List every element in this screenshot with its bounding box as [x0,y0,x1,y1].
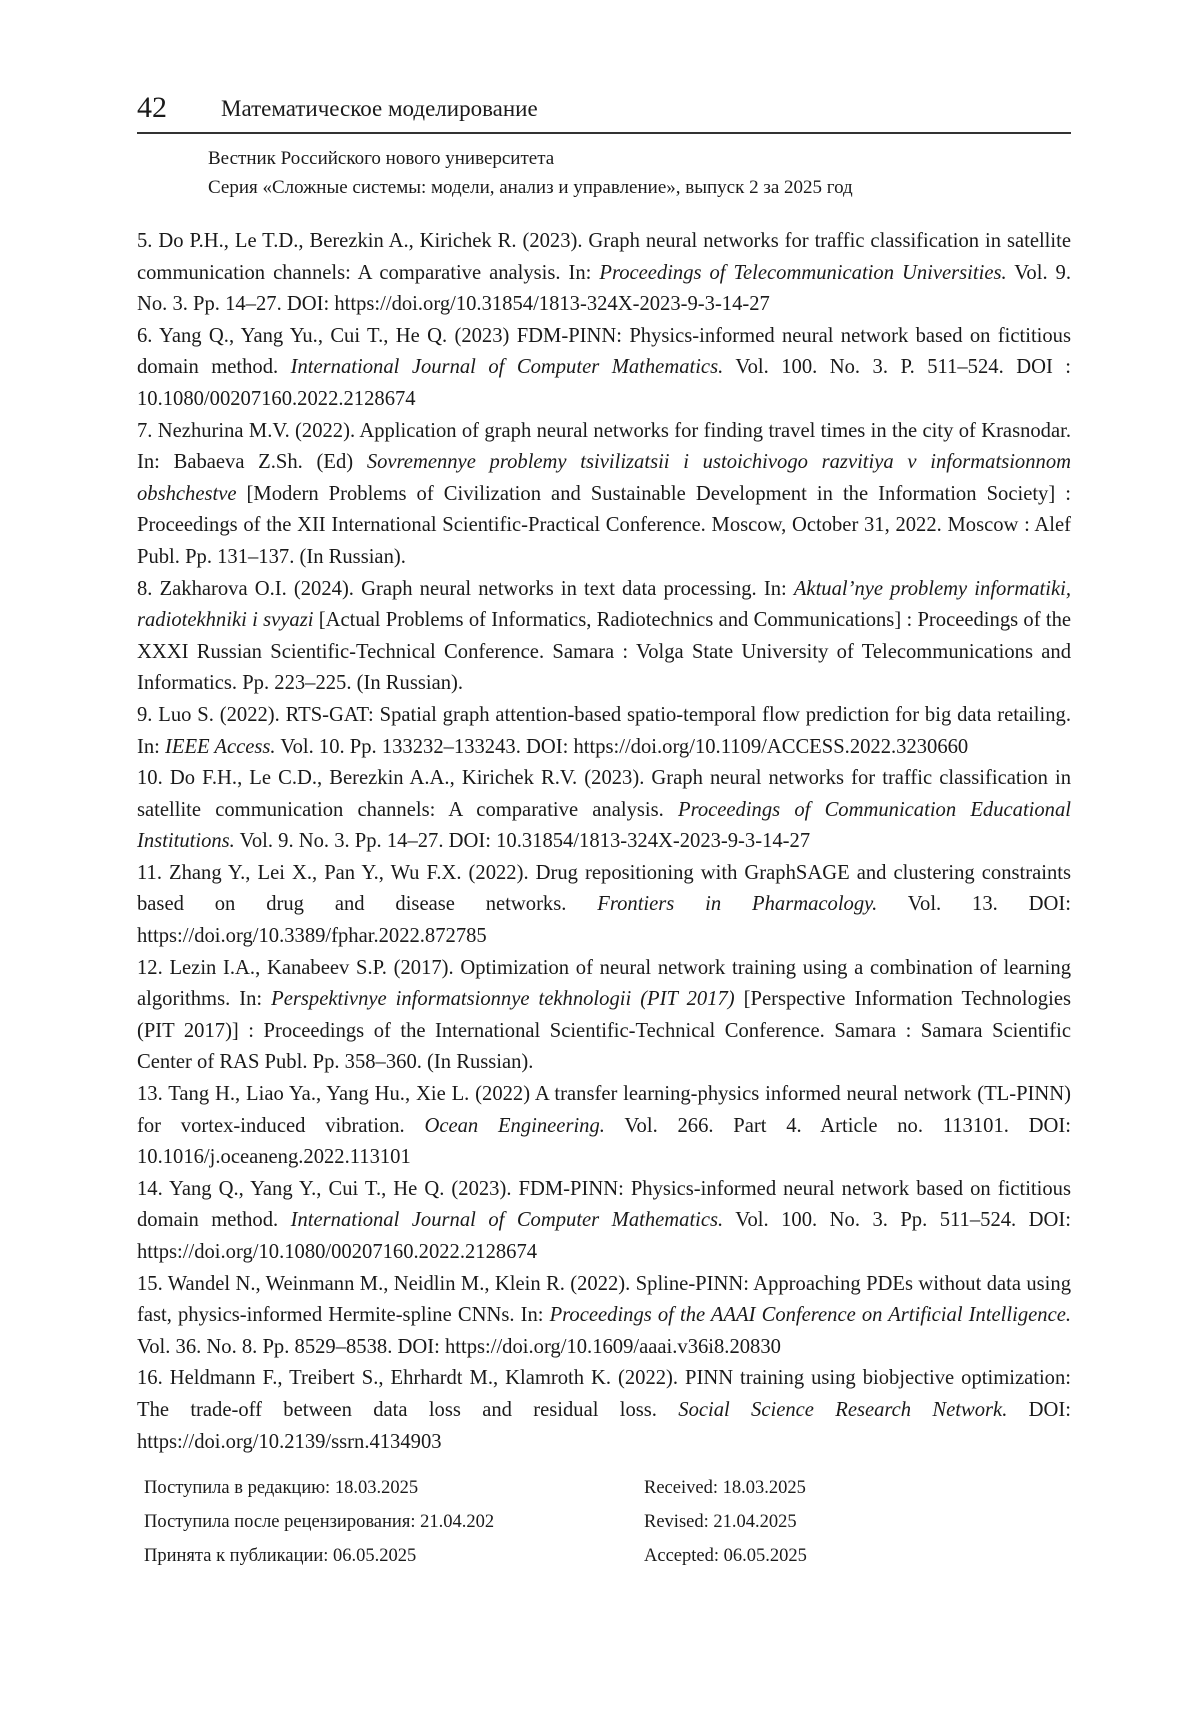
journal-name: Вестник Российского нового университета [208,148,555,169]
reference-text: 9. Luo S. (2022). RTS-GAT: Spatial graph attention-based spatio-temporal flow prediction for big data retailing. In: [137,703,1071,758]
reference-text: 7. Nezhurina M.V. (2022). Application of graph neural networks for finding travel times in the city of Krasnodar. In: Babaeva Z.Sh. (Ed) [137,419,1071,474]
reference-text: 5. Do P.H., Le T.D., Berezkin A., Kirichek R. (2023). Graph neural networks for traffic classification in satellite communication channels: A comparative analysis. In: [137,230,1071,284]
revised-en: Revised: 21.04.2025 [644,1512,797,1532]
reference-item [137,321,1071,416]
section-title: Математическое моделирование [221,96,538,121]
reference-text: 15. Wandel N., Weinmann M., Neidlin M., Klein R. (2022). Spline-PINN: Approaching PDEs without data using fast, physics-informed Hermite-spline CNNs. In: [137,1272,1071,1327]
reference-source-title: Proceedings of Telecommunication Universities. [599,261,1007,284]
reference-source-title: Perspektivnye informatsionnye tekhnologii (PIT 2017) [271,988,735,1011]
reference-source-title: International Journal of Computer Mathematics. [290,356,724,379]
reference-source-title: Ocean Engineering. [424,1114,605,1137]
reference-text: Vol. 10. Pp. 133232–133243. DOI: https://doi.org/10.1109/ACCESS.2022.3230660 [275,735,969,758]
reference-source-title: IEEE Access. [165,735,276,758]
reference-source-title: Social Science Research Network. [678,1398,1008,1421]
journal-info [208,144,1068,202]
reference-text: Vol. 100. No. 3. Pp. 511–524. DOI: https://doi.org/10.1080/00207160.2022.2128674 [137,1209,1071,1263]
publication-dates [144,1471,844,1573]
reference-item [137,226,1071,321]
reference-text: 11. Zhang Y., Lei X., Pan Y., Wu F.X. (2022). Drug repositioning with GraphSAGE and clustering constraints based on drug and disease networks. [137,861,1071,916]
reference-item [137,858,1071,953]
reference-source-title: Sovremennye problemy tsivilizatsii i ustoichivogo razvitiya v informatsionnom obshchestve [137,451,1071,505]
reference-source-title: Aktual’nye problemy informatiki, radiotekhniki i svyazi [137,577,1071,632]
reference-item [137,1363,1071,1458]
reference-text: Vol. 9. No. 3. Pp. 14–27. DOI: https://doi.org/10.31854/1813-324X-2023-9-3-14-27 [137,261,1071,316]
reference-source-title: Proceedings of the AAAI Conference on Artificial Intelligence. [549,1304,1072,1327]
reference-item [137,700,1071,763]
reference-text: 16. Heldmann F., Treibert S., Ehrhardt M., Klamroth K. (2022). PINN training using biobjective optimization: The trade-off between data loss and residual loss. [137,1367,1071,1421]
reference-text: [Perspective Information Technologies (PIT 2017)] : Proceedings of the International Scientific-Technical Conference. Samara : Samara Scientific Center of RAS Publ. Pp. 358–360. (In Russian). [137,988,1071,1074]
reference-list [137,226,1071,1458]
reference-item [137,574,1071,700]
reference-text: 10. Do F.H., Le C.D., Berezkin A.A., Kirichek R.V. (2023). Graph neural networks for traffic classification in satellite communication channels: A comparative analysis. [137,767,1071,821]
reference-item [137,1269,1071,1364]
reference-text: [Modern Problems of Civilization and Sustainable Development in the Information Society] : Proceedings of the XII International Scientific-Practical Conference. Moscow, October 31, 2022. Moscow : Alef Publ. Pp. 131–137. (In Russian). [137,482,1071,568]
accepted-en: Accepted: 06.05.2025 [644,1546,807,1566]
reference-text: Vol. 9. No. 3. Pp. 14–27. DOI: 10.31854/1813-324X-2023-9-3-14-27 [234,830,811,853]
running-head [137,88,1071,134]
accepted-row [144,1539,844,1573]
reference-text: Vol. 100. No. 3. P. 511–524. DOI : 10.1080/00207160.2022.2128674 [137,356,1071,410]
reference-text: 8. Zakharova O.I. (2024). Graph neural networks in text data processing. In: [137,577,794,600]
reference-text: Vol. 13. DOI: https://doi.org/10.3389/fphar.2022.872785 [137,893,1071,948]
reference-text: DOI: https://doi.org/10.2139/ssrn.4134903 [137,1398,1071,1453]
reference-source-title: Proceedings of Communication Educational Institutions. [137,798,1072,853]
reference-text: [Actual Problems of Informatics, Radiotechnics and Communications] : Proceedings of the XXXI Russian Scientific-Technical Conference. Samara : Volga State University of Telecommunications and Informatics. Pp. 223–225. (In Russian). [137,609,1072,695]
reference-text: 6. Yang Q., Yang Yu., Cui T., He Q. (2023) FDM-PINN: Physics-informed neural network based on fictitious domain method. [137,324,1071,379]
revised-ru: Поступила после рецензирования: 21.04.202 [144,1512,495,1532]
reference-item [137,953,1071,1079]
reference-source-title: International Journal of Computer Mathematics. [290,1209,724,1232]
reference-item [137,1079,1071,1174]
reference-text: 14. Yang Q., Yang Y., Cui T., He Q. (2023). FDM-PINN: Physics-informed neural network based on fictitious domain method. [137,1177,1071,1232]
received-row [144,1471,844,1505]
received-ru: Поступила в редакцию: 18.03.2025 [144,1478,419,1498]
reference-item [137,763,1071,858]
reference-item [137,1174,1071,1269]
journal-series: Серия «Сложные системы: модели, анализ и управление», выпуск 2 за 2025 год [208,177,853,198]
revised-row [144,1505,844,1539]
received-en: Received: 18.03.2025 [644,1478,806,1498]
accepted-ru: Принята к публикации: 06.05.2025 [144,1546,417,1566]
reference-source-title: Frontiers in Pharmacology. [597,893,878,916]
page-number: 42 [137,91,167,124]
reference-text: Vol. 266. Part 4. Article no. 113101. DOI: 10.1016/j.oceaneng.2022.113101 [137,1114,1071,1169]
reference-item [137,416,1071,574]
reference-text: 12. Lezin I.A., Kanabeev S.P. (2017). Optimization of neural network training using a combination of learning algorithms. In: [137,956,1071,1011]
reference-text: Vol. 36. No. 8. Pp. 8529–8538. DOI: https://doi.org/10.1609/aaai.v36i8.20830 [137,1335,781,1358]
reference-text: 13. Tang H., Liao Ya., Yang Hu., Xie L. (2022) A transfer learning-physics informed neural network (TL-PINN) for vortex-induced vibration. [137,1083,1071,1137]
